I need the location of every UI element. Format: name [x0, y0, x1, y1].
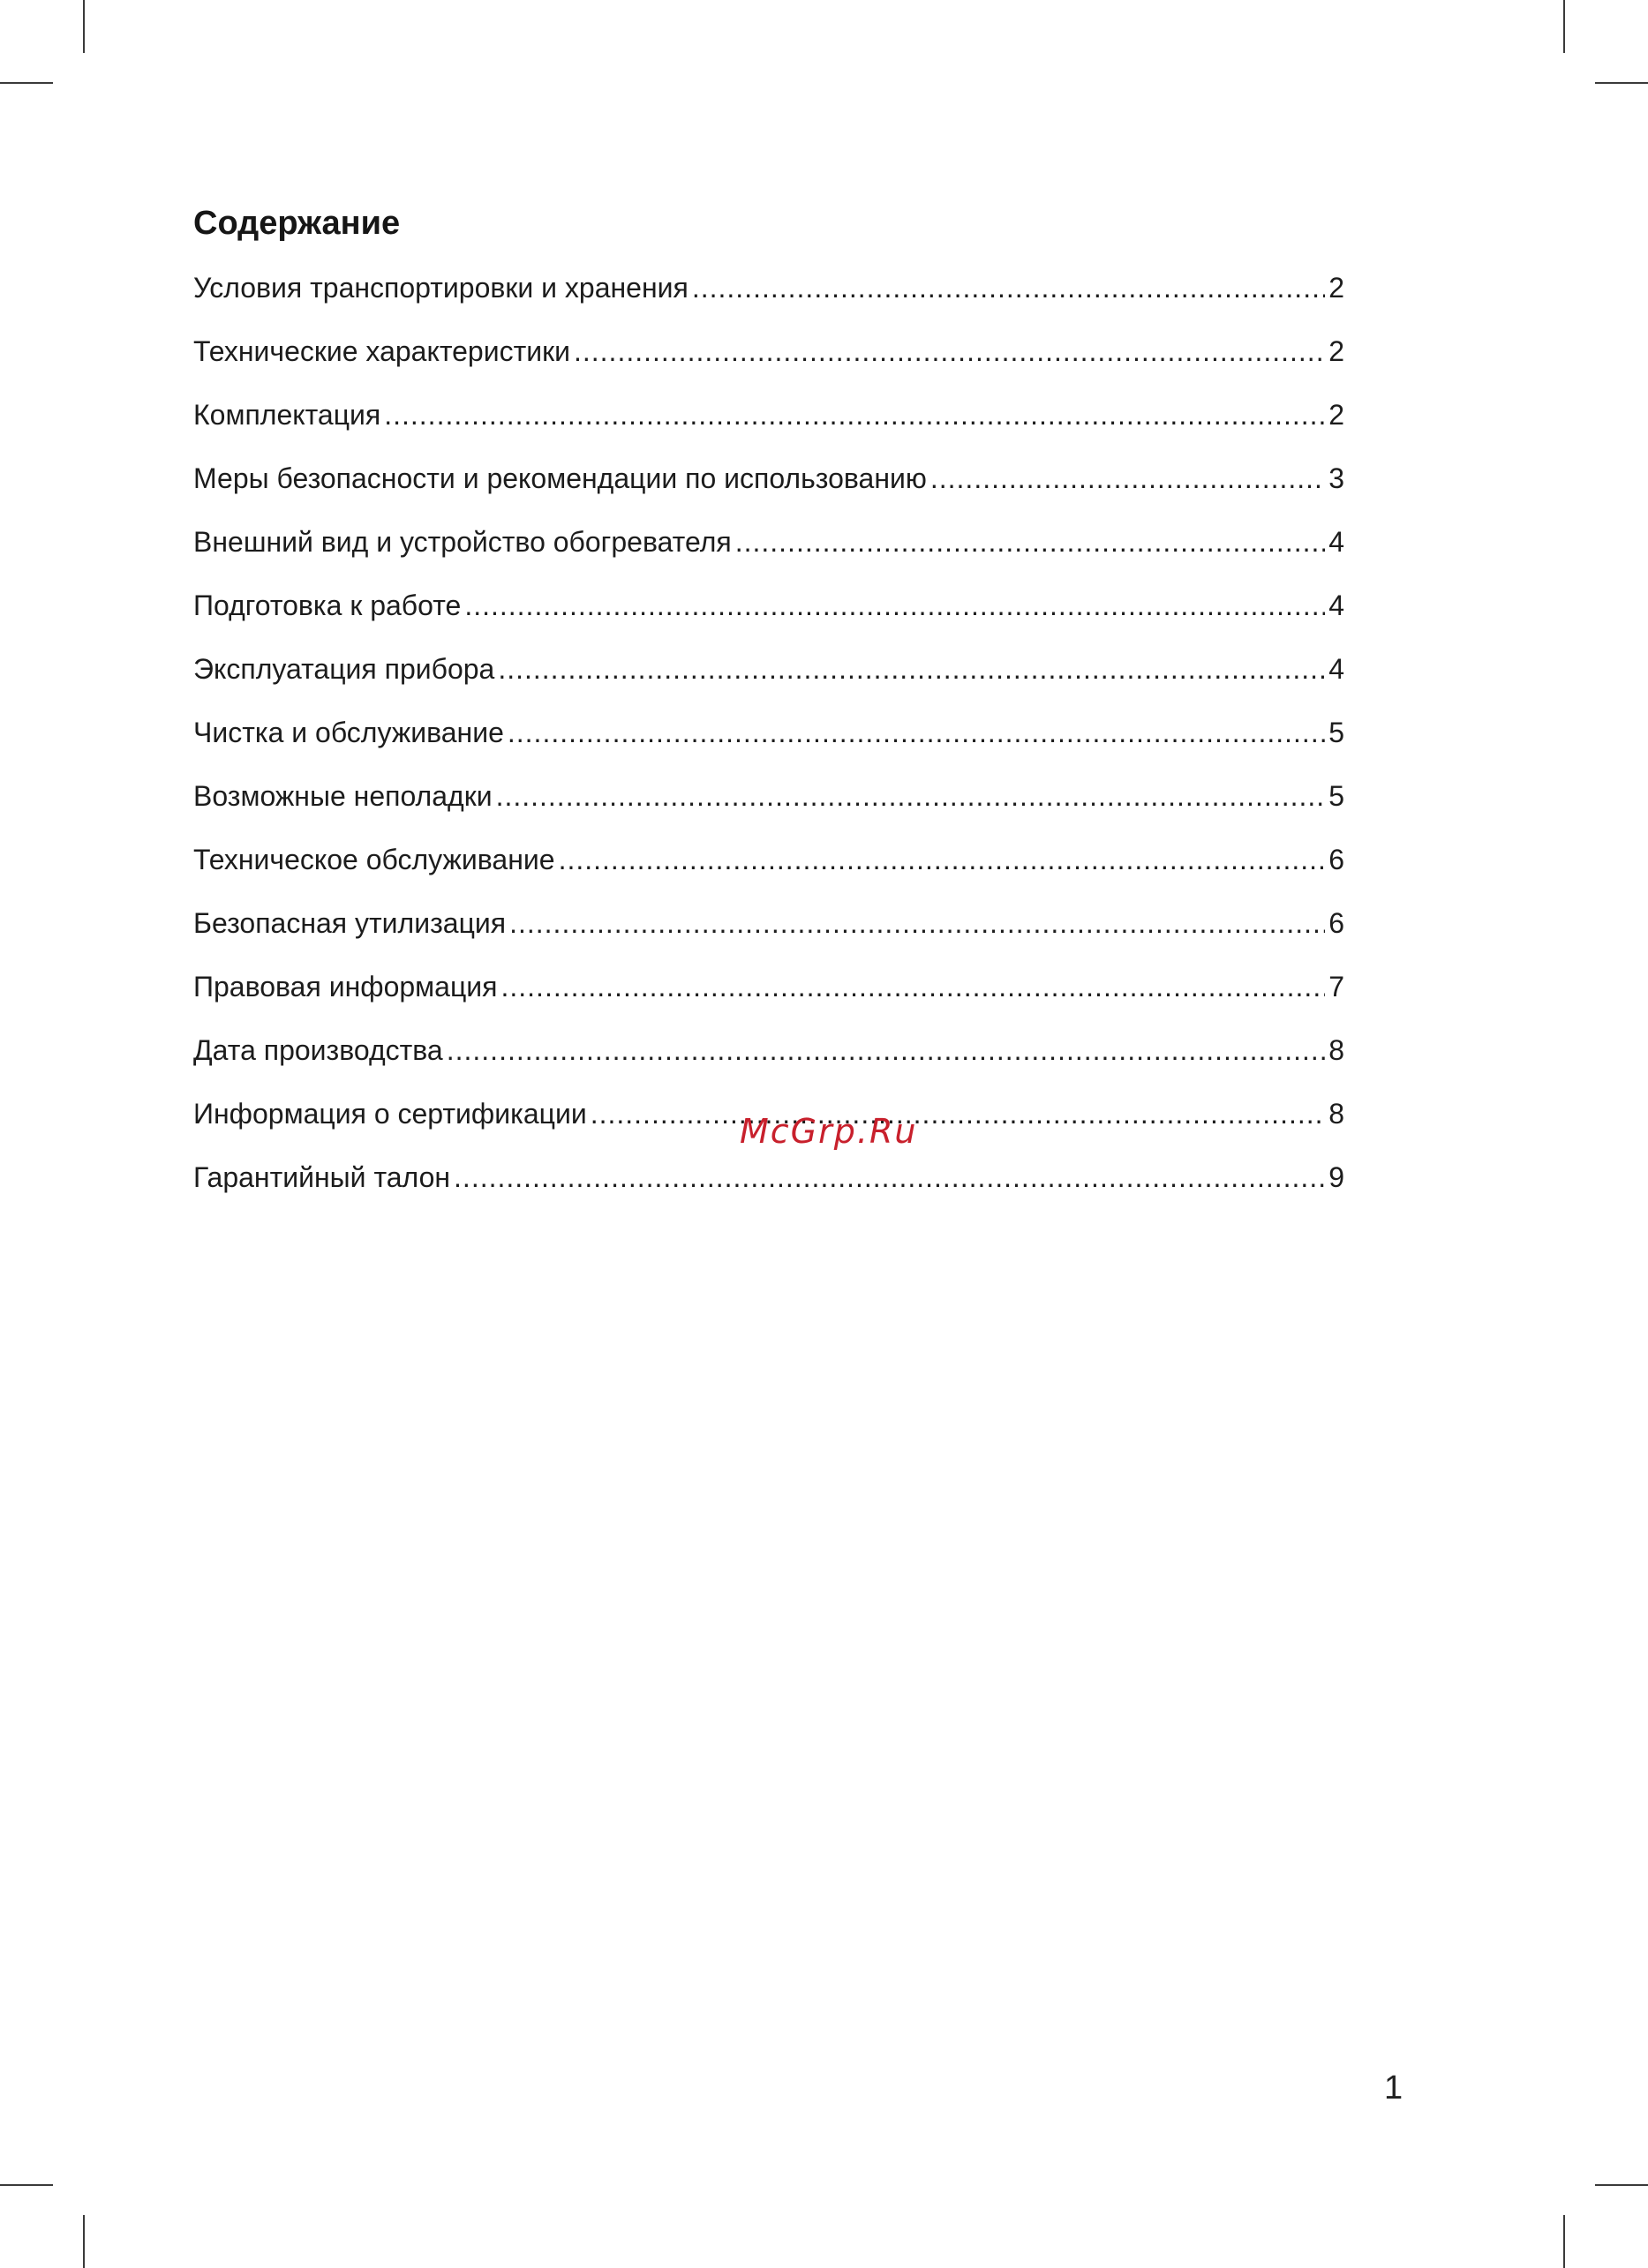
- toc-entry-label: Дата производства: [193, 1034, 443, 1066]
- toc-dot-leader: [559, 837, 1326, 882]
- toc-entry-label: Безопасная утилизация: [193, 907, 507, 939]
- toc-entry-page: 4: [1328, 653, 1344, 685]
- toc-entry-page: 8: [1328, 1098, 1344, 1130]
- toc-entry-label: Правовая информация: [193, 971, 498, 1003]
- toc-entry: [193, 456, 1344, 520]
- toc-entry-page: 5: [1328, 717, 1344, 748]
- toc-entry-label: Техническое обслуживание: [193, 844, 555, 875]
- toc-dot-leader: [591, 1092, 1326, 1136]
- toc-entry-page: 2: [1328, 335, 1344, 367]
- toc-entry-label: Возможные неполадки: [193, 780, 493, 812]
- toc-entry-page: 6: [1328, 907, 1344, 939]
- toc-entry: [193, 837, 1344, 901]
- toc-entry-label: Внешний вид и устройство обогревателя: [193, 526, 732, 558]
- toc-entry-page: 2: [1328, 399, 1344, 431]
- toc-entry-label: Меры безопасности и рекомендации по использованию: [193, 462, 927, 494]
- toc-entry-label: Комплектация: [193, 399, 381, 431]
- toc-dot-leader: [930, 456, 1325, 500]
- toc-entry-page: 2: [1328, 272, 1344, 304]
- toc-entry-label: Подготовка к работе: [193, 590, 462, 621]
- toc-entry-label: Эксплуатация прибора: [193, 653, 495, 685]
- toc-dot-leader: [508, 710, 1325, 755]
- toc-entry: [193, 965, 1344, 1028]
- toc-entry: [193, 393, 1344, 456]
- toc-entry: [193, 1028, 1344, 1092]
- toc-entry: [193, 520, 1344, 583]
- toc-entry-label: Технические характеристики: [193, 335, 570, 367]
- table-of-contents: [193, 199, 1344, 1219]
- toc-dot-leader: [454, 1155, 1325, 1199]
- toc-entry: [193, 647, 1344, 710]
- crop-mark-bottom-right-horizontal: [1595, 2184, 1648, 2186]
- toc-entry: [193, 901, 1344, 965]
- toc-dot-leader: [384, 393, 1325, 437]
- toc-entry-label: Гарантийный талон: [193, 1161, 451, 1193]
- toc-entry: [193, 583, 1344, 647]
- toc-entry-page: 8: [1328, 1034, 1344, 1066]
- toc-dot-leader: [692, 266, 1325, 310]
- toc-entry-page: 4: [1328, 526, 1344, 558]
- toc-list: [193, 266, 1344, 1219]
- toc-entry-label: Чистка и обслуживание: [193, 717, 504, 748]
- crop-mark-top-left-horizontal: [0, 82, 53, 84]
- toc-entry-page: 4: [1328, 590, 1344, 621]
- crop-mark-top-left-vertical: [83, 0, 85, 53]
- toc-dot-leader: [496, 774, 1326, 818]
- watermark: McGrp.Ru: [740, 1112, 918, 1151]
- crop-mark-bottom-left-vertical: [83, 2215, 85, 2268]
- toc-entry: [193, 1155, 1344, 1219]
- crop-mark-top-right-horizontal: [1595, 82, 1648, 84]
- crop-mark-bottom-left-horizontal: [0, 2184, 53, 2186]
- toc-entry-page: 3: [1328, 462, 1344, 494]
- toc-entry-label: Условия транспортировки и хранения: [193, 272, 689, 304]
- toc-entry-page: 6: [1328, 844, 1344, 875]
- toc-entry: [193, 329, 1344, 393]
- toc-entry-label: Информация о сертификации: [193, 1098, 587, 1130]
- toc-entry: [193, 710, 1344, 774]
- toc-dot-leader: [498, 647, 1325, 691]
- toc-dot-leader: [464, 583, 1325, 627]
- toc-dot-leader: [447, 1028, 1325, 1072]
- toc-dot-leader: [574, 329, 1325, 373]
- page-number: 1: [1384, 2069, 1403, 2107]
- toc-entry-page: 9: [1328, 1161, 1344, 1193]
- toc-entry-page: 5: [1328, 780, 1344, 812]
- toc-entry: [193, 774, 1344, 837]
- toc-dot-leader: [509, 901, 1325, 945]
- toc-dot-leader: [500, 965, 1325, 1009]
- toc-title: Содержание: [193, 205, 401, 242]
- toc-dot-leader: [735, 520, 1326, 564]
- crop-mark-bottom-right-vertical: [1563, 2215, 1565, 2268]
- toc-entry: [193, 266, 1344, 329]
- crop-mark-top-right-vertical: [1563, 0, 1565, 53]
- toc-entry-page: 7: [1328, 971, 1344, 1003]
